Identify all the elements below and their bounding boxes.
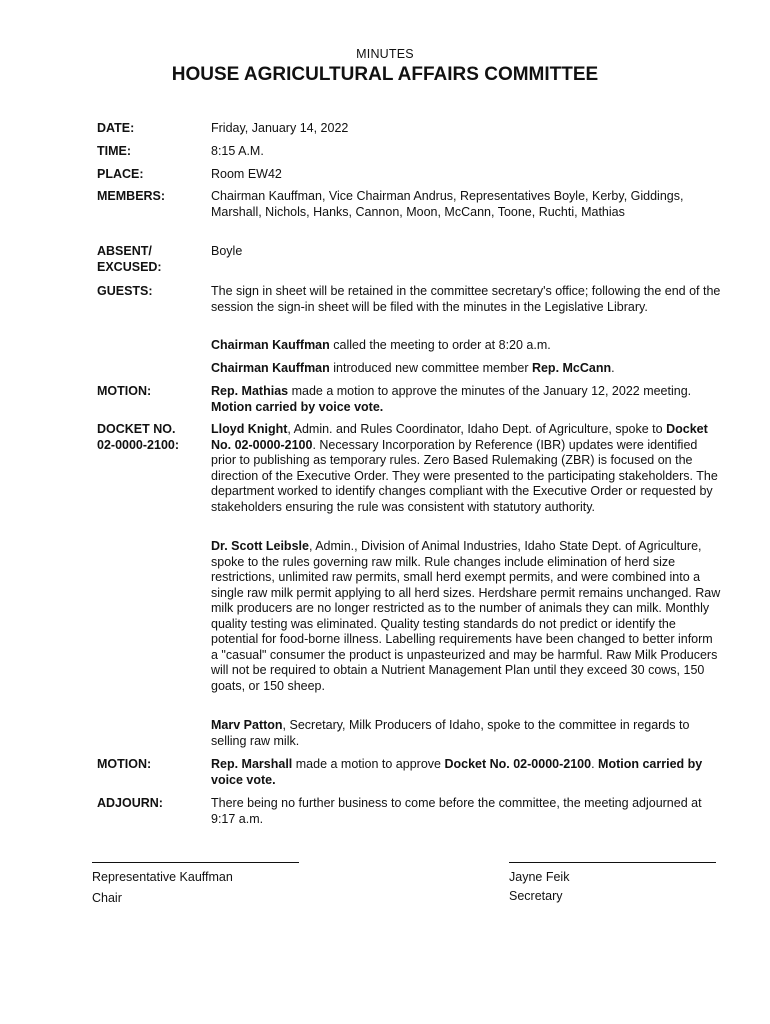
secretary-title: Secretary — [509, 889, 563, 903]
speaker-1-name: Lloyd Knight — [211, 422, 288, 436]
motion-2-mover: Rep. Marshall — [211, 757, 293, 771]
absent-label — [97, 244, 207, 275]
docket-speaker-1 — [211, 422, 721, 515]
docket-label — [97, 422, 207, 453]
absent-value: Boyle — [211, 244, 243, 258]
speaker-3-name: Marv Patton — [211, 718, 283, 732]
introduction-paragraph — [211, 361, 723, 377]
motion-1-text — [211, 384, 721, 415]
motion-2-body: made a motion to approve — [292, 757, 445, 771]
adjourn-label: ADJOURN: — [97, 796, 163, 810]
date-value: Friday, January 14, 2022 — [211, 121, 349, 135]
speaker-1-text-a: , Admin. and Rules Coordinator, Idaho Dept. of Agriculture, spoke to — [287, 422, 667, 436]
intro-name: Chairman Kauffman — [211, 361, 330, 375]
call-to-order-paragraph — [211, 338, 723, 354]
document-title: HOUSE AGRICULTURAL AFFAIRS COMMITTEE — [171, 64, 599, 85]
motion-2-text — [211, 757, 721, 788]
motion-2-label: MOTION: — [97, 757, 152, 771]
guests-label: GUESTS: — [97, 284, 153, 298]
speaker-2-text: , Admin., Division of Animal Industries, Idaho State Dept. of Agriculture, spoke to the rules governing raw milk. Rule changes include elimination of herd size restrictions, unlimited raw permits, small herd exempt permits, and were combined into a single raw milk permit applying to all herd sizes. Herdshare permit remains unchanged. Raw milk producers are no longer restricted as to the number of animals they can milk. Monthly quality testing was eliminated. Quality testing standards do not predict or identify the potential for food-borne illness. Labelling requirements have been changed to better inform a "casual" consumer the product is unpasteurized and may be harmful. Raw Milk Producers will not be required to obtain a Nutrient Management Plan until they exceed 30 cows, 150 goats, or 150 sheep. — [211, 539, 721, 693]
time-value: 8:15 A.M. — [211, 144, 264, 158]
motion-1-label: MOTION: — [97, 384, 152, 398]
docket-speaker-3 — [211, 718, 723, 749]
docket-label-line2: 02-0000-2100: — [97, 437, 180, 452]
motion-2-sep: . — [591, 757, 599, 771]
guests-value: The sign in sheet will be retained in the committee secretary's office; following the end of the session the sign-in sheet will be filed with the minutes in the Legislative Library. — [211, 284, 721, 314]
chair-title: Chair — [92, 891, 122, 905]
speaker-1-text-b: . Necessary Incorporation by Reference (IBR) updates were identified prior to publishing as temporary rules. Zero Based Rulemaking (ZBR) is focused on the direction of the Executive Order. They were presented to the participating stakeholders. The department worked to identify changes compliant with the Executive Order or requested by stakeholders ensuring the rule was consistent with statutory authority. — [211, 437, 718, 514]
motion-2-result: Motion carried by voice vote. — [211, 757, 703, 787]
secretary-name: Jayne Feik — [509, 870, 570, 884]
adjourn-text: There being no further business to come before the committee, the meeting adjourned at 9:17 a.m. — [211, 796, 702, 826]
motion-1-result: Motion carried by voice vote. — [211, 399, 384, 414]
speaker-2-name: Dr. Scott Leibsle — [211, 539, 309, 553]
docket-label-line1: DOCKET NO. — [97, 422, 176, 436]
chair-signature-line — [92, 862, 299, 863]
intro-member: Rep. McCann — [531, 361, 612, 375]
speaker-3-text: , Secretary, Milk Producers of Idaho, spoke to the committee in regards to selling raw milk. — [211, 718, 690, 748]
absent-label-line1: ABSENT/ — [97, 244, 152, 258]
place-value: Room EW42 — [211, 167, 282, 181]
date-label: DATE: — [97, 121, 135, 135]
members-value: Chairman Kauffman, Vice Chairman Andrus, Representatives Boyle, Kerby, Giddings, Marshall, Nichols, Hanks, Cannon, Moon, McCann, Toone, Ruchti, Mathias — [211, 189, 684, 219]
time-label: TIME: — [97, 144, 132, 158]
motion-1-mover: Rep. Mathias — [211, 384, 289, 398]
absent-label-line2: EXCUSED: — [97, 259, 162, 274]
docket-speaker-2 — [211, 539, 723, 694]
place-label: PLACE: — [97, 167, 144, 181]
speaker-1-docket: Docket No. 02-0000-2100 — [211, 422, 708, 452]
document-kicker: MINUTES — [356, 47, 414, 61]
chair-name: Representative Kauffman — [92, 870, 233, 884]
motion-2-docket: Docket No. 02-0000-2100 — [444, 757, 592, 771]
intro-end: . — [611, 361, 615, 375]
call-to-order-text: called the meeting to order at 8:20 a.m. — [329, 338, 551, 352]
call-to-order-name: Chairman Kauffman — [211, 338, 330, 352]
intro-text: introduced new committee member — [329, 361, 532, 375]
members-label: MEMBERS: — [97, 189, 166, 203]
motion-1-body: made a motion to approve the minutes of the January 12, 2022 meeting. — [288, 384, 692, 398]
secretary-signature-line — [509, 862, 716, 863]
